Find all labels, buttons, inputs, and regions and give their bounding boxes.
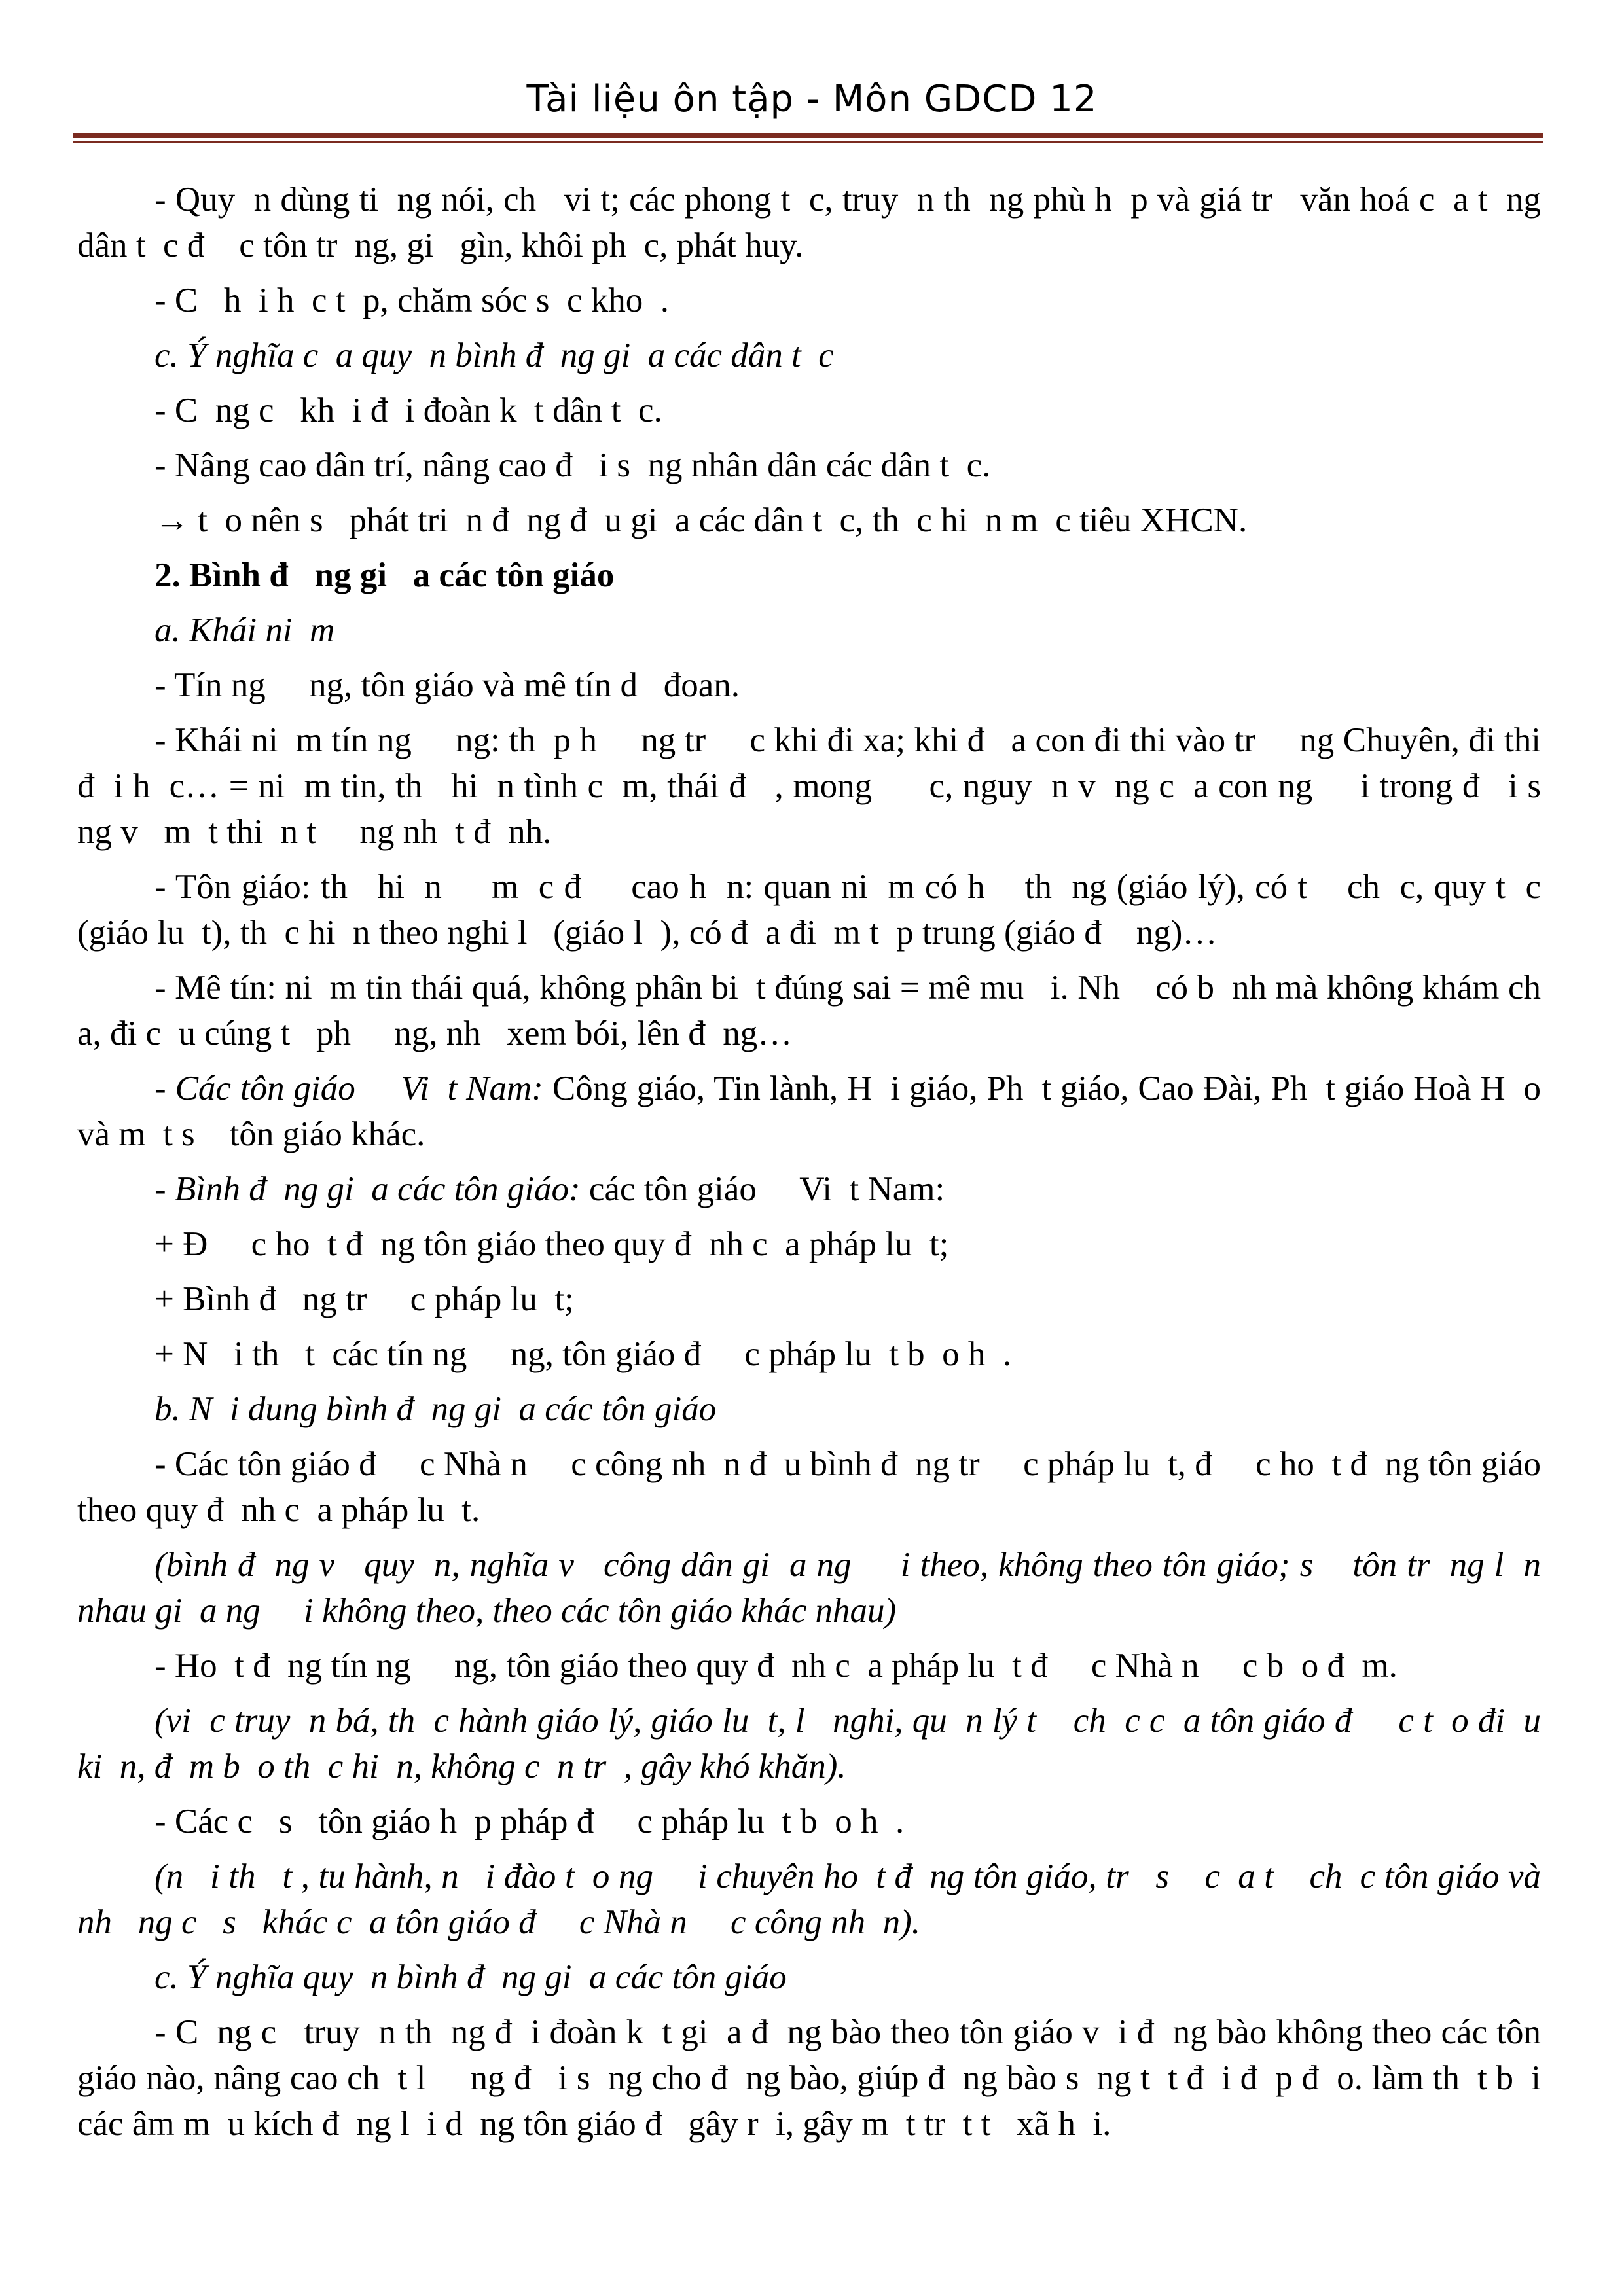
header-rule-thick — [73, 133, 1543, 138]
section-heading: b. N i dung bình đ ng gi a các tôn giáo — [154, 1390, 717, 1428]
paragraph: - Tôn giáo: th hi n m c đ cao h n: quan ni m có h th ng (giáo lý), có t ch c, quy t c (giáo lu t), th c hi n theo nghi l (giáo l ), có đ a đi m t p trung (giáo đ ng)… — [77, 868, 1550, 952]
paragraph-italic-prefix: - Bình đ ng gi a các tôn giáo: — [154, 1170, 581, 1208]
section-title: 2. Bình đ ng gi a các tôn giáo — [154, 556, 615, 594]
section-heading: a. Khái ni m — [154, 611, 335, 649]
list-item: + Bình đ ng tr c pháp lu t; — [154, 1280, 574, 1318]
document-body — [77, 177, 1559, 2156]
explanation-note: (bình đ ng v quy n, nghĩa v công dân gi a ng i theo, không theo tôn giáo; s tôn tr ng l n nhau gi a ng i không theo, theo các tôn giáo khác nhau) — [77, 1546, 1550, 1630]
paragraph: - Tín ng ng, tôn giáo và mê tín d đoan. — [154, 666, 740, 704]
paragraph: - C h i h c t p, chăm sóc s c kho . — [154, 281, 670, 319]
paragraph — [77, 1066, 1550, 1157]
list-item: + Đ c ho t đ ng tôn giáo theo quy đ nh c a pháp lu t; — [154, 1225, 949, 1263]
list-item: + N i th t các tín ng ng, tôn giáo đ c pháp lu t b o h . — [154, 1335, 1012, 1373]
paragraph: - C ng c truy n th ng đ i đoàn k t gi a đ ng bào theo tôn giáo v i đ ng bào không theo các tôn giáo nào, nâng cao ch t l ng đ i s ng cho đ ng bào, giúp đ ng bào s ng t t đ i đ p đ o. làm th t b i các âm m u kích đ ng l i d ng tôn giáo đ gây r i, gây m t tr t t xã h i. — [77, 2013, 1550, 2143]
paragraph: - Các c s tôn giáo h p pháp đ c pháp lu t b o h . — [154, 1803, 905, 1840]
paragraph: - Mê tín: ni m tin thái quá, không phân bi t đúng sai = mê mu i. Nh có b nh mà không khám ch a, đi c u cúng t ph ng, nh xem bói, lên đ ng… — [77, 969, 1559, 1052]
header-rule-thin — [73, 141, 1543, 143]
section-heading: c. Ý nghĩa quy n bình đ ng gi a các tôn giáo — [154, 1958, 787, 1996]
paragraph: - Các tôn giáo đ c Nhà n c công nh n đ u bình đ ng tr c pháp lu t, đ c ho t đ ng tôn giáo theo quy đ nh c a pháp lu t. — [77, 1445, 1550, 1529]
page-header-title: Tài liệu ôn tập - Môn GDCD 12 — [526, 78, 1098, 120]
explanation-note: (vi c truy n bá, th c hành giáo lý, giáo lu t, l nghi, qu n lý t ch c c a tôn giáo đ c t o đi u ki n, đ m b o th c hi n, không c n tr , gây khó khăn). — [77, 1702, 1550, 1785]
paragraph: - Khái ni m tín ng ng: th p h ng tr c khi đi xa; khi đ a con đi thi vào tr ng Chuyên, đi thi đ i h c… = ni m tin, th hi n tình c m, thái đ , mong c, nguy n v ng c a con ng i trong đ i s ng v m t thi n t ng nh t đ nh. — [77, 721, 1559, 851]
paragraph-rest: các tôn giáo Vi t Nam: — [580, 1170, 945, 1208]
conclusion-paragraph: → t o nên s phát tri n đ ng đ u gi a các dân t c, th c hi n m c tiêu XHCN. — [154, 501, 1248, 539]
paragraph: - C ng c kh i đ i đoàn k t dân t c. — [154, 391, 662, 429]
paragraph: - Quy n dùng ti ng nói, ch vi t; các phong t c, truy n th ng phù h p và giá tr văn hoá c a t ng dân t c đ c tôn tr ng, gi gìn, khôi ph c, phát huy. — [77, 181, 1550, 264]
paragraph: - Ho t đ ng tín ng ng, tôn giáo theo quy đ nh c a pháp lu t đ c Nhà n c b o đ m. — [154, 1647, 1398, 1685]
paragraph-rest: Công giáo, Tin lành, H i giáo, Ph t giáo, Cao Đài, Ph t giáo Hoà H o và m t s tôn giáo khác. — [77, 1069, 1550, 1153]
paragraph — [77, 1166, 1541, 1212]
explanation-note: (n i th t , tu hành, n i đào t o ng i chuyên ho t đ ng tôn giáo, tr s c a t ch c tôn giáo và nh ng c s khác c a tôn giáo đ c Nhà n c công nh n). — [77, 1857, 1550, 1941]
section-heading: c. Ý nghĩa c a quy n bình đ ng gi a các dân t c — [154, 336, 834, 374]
paragraph-italic-prefix: - Các tôn giáo Vi t Nam: — [154, 1069, 543, 1107]
paragraph: - Nâng cao dân trí, nâng cao đ i s ng nhân dân các dân t c. — [154, 446, 991, 484]
